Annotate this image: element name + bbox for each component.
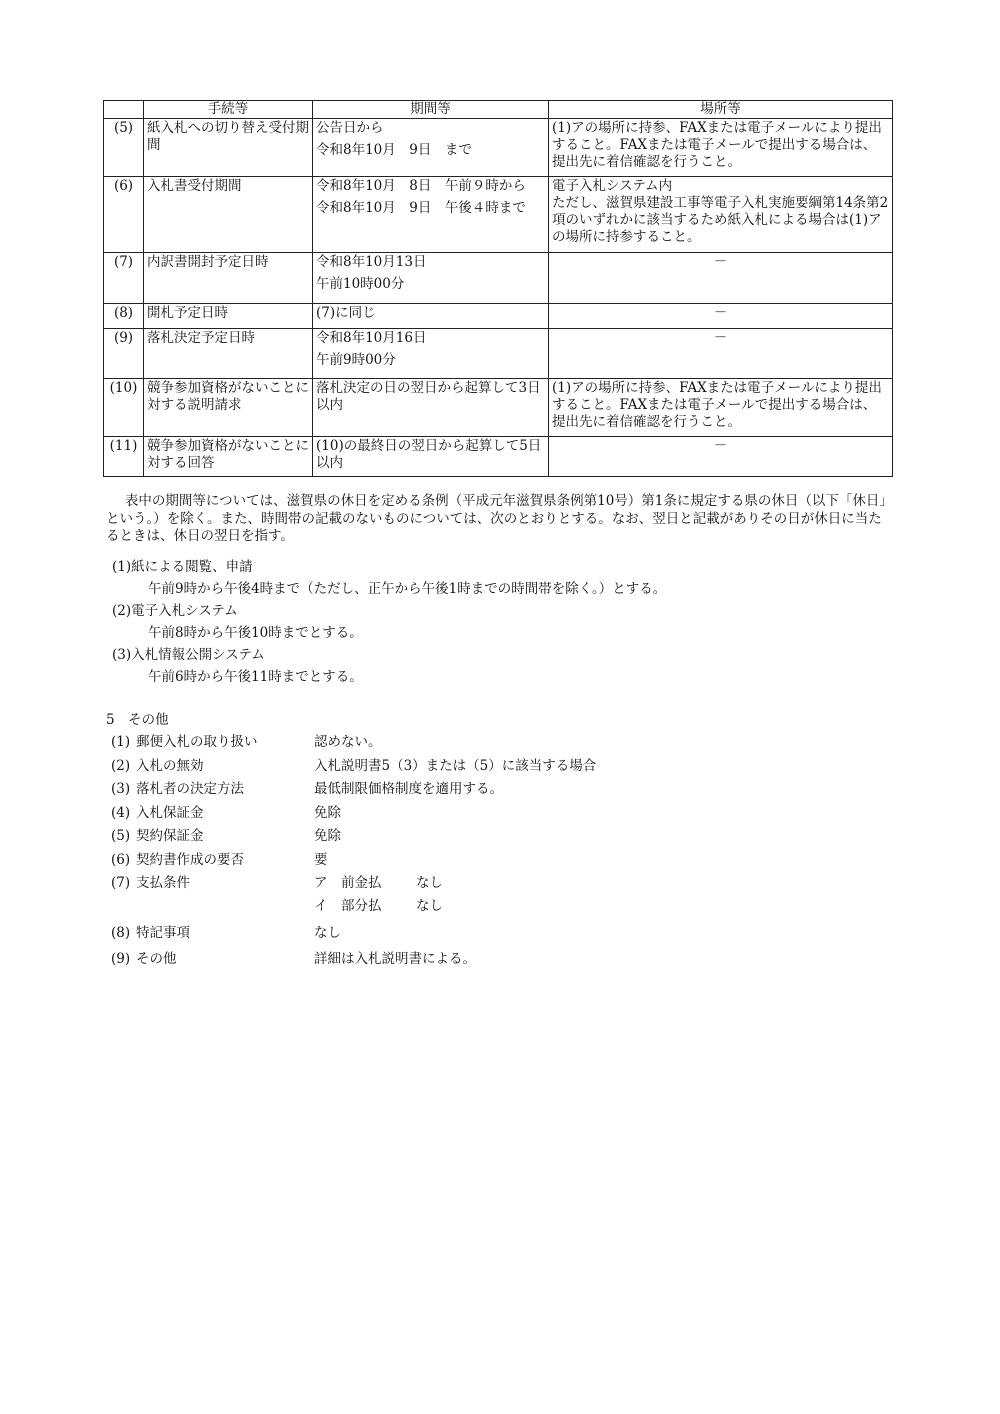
item-number: (5) (111, 828, 131, 844)
item-number: (7) (111, 875, 131, 891)
header-num (104, 101, 144, 119)
row-number: (9) (104, 329, 144, 379)
list-item (106, 872, 443, 896)
table-row (104, 329, 893, 379)
schedule-table (103, 100, 893, 477)
row-number: (10) (104, 379, 144, 437)
row-period: (10)の最終日の翌日から起算して5日以内 (313, 437, 549, 477)
table-row (104, 253, 893, 304)
list-item (106, 849, 328, 873)
table-row (104, 379, 893, 437)
row-place: (1)アの場所に持参、FAXまたは電子メールにより提出すること。FAXまたは電子メールで提出する場合は、提出先に着信確認を行うこと。 (549, 379, 893, 437)
item-value: 免除 (314, 828, 341, 844)
hours-detail: 午前9時から午後4時まで（ただし、正午から午後1時までの時間帯を除く。）とする。 (148, 581, 667, 597)
hours-heading: (3)入札情報公開システム (112, 647, 265, 663)
list-item (106, 778, 503, 802)
row-procedure: 落札決定予定日時 (144, 329, 313, 379)
row-place (549, 177, 893, 253)
item-label: 契約保証金 (136, 828, 204, 844)
item-subvalue: なし (416, 875, 443, 891)
header-procedure: 手続等 (144, 101, 313, 119)
row-place: － (549, 437, 893, 477)
period-line: 午前9時00分 (316, 352, 396, 368)
row-period: 落札決定の日の翌日から起算して3日以内 (313, 379, 549, 437)
row-number: (8) (104, 304, 144, 329)
hours-heading: (1)紙による閲覧、申請 (112, 559, 253, 575)
item-value: 入札説明書5（3）または（5）に該当する場合 (314, 757, 597, 774)
hours-detail: 午前8時から午後10時までとする。 (148, 625, 363, 641)
item-label: 落札者の決定方法 (136, 781, 244, 797)
list-item (106, 896, 443, 922)
table-row (104, 437, 893, 477)
list-item (106, 802, 341, 826)
section-other (106, 709, 597, 971)
table-note (106, 493, 891, 546)
row-period (313, 253, 549, 304)
row-number: (11) (104, 437, 144, 477)
row-number: (7) (104, 253, 144, 304)
hours-heading: (2)電子入札システム (112, 603, 238, 619)
row-procedure: 競争参加資格がないことに対する回答 (144, 437, 313, 477)
service-hours-list (112, 556, 666, 688)
item-number: (1) (111, 734, 131, 750)
item-number: (2) (111, 757, 131, 774)
item-number: (6) (111, 851, 131, 868)
row-number: (6) (104, 177, 144, 253)
item-value: なし (314, 924, 341, 941)
table-header-row (104, 101, 893, 119)
item-label: 特記事項 (136, 924, 190, 941)
table-row (104, 304, 893, 329)
row-procedure: 開札予定日時 (144, 304, 313, 329)
list-item (106, 731, 382, 755)
period-line: 令和8年10月 9日 まで (316, 142, 472, 158)
item-value: ア 前金払 (314, 875, 382, 891)
item-label: 入札保証金 (136, 804, 204, 821)
row-procedure: 入札書受付期間 (144, 177, 313, 253)
table-row (104, 119, 893, 177)
row-procedure: 競争参加資格がないことに対する説明請求 (144, 379, 313, 437)
list-item (106, 755, 597, 779)
item-label: 入札の無効 (136, 757, 204, 774)
list-item (106, 922, 341, 948)
item-number: (4) (111, 804, 131, 821)
place-line: ただし、滋賀県建設工事等電子入札実施要綱第14条第2項のいずれかに該当するため紙入札による場合は(1)アの場所に持参すること。 (552, 195, 889, 245)
item-subvalue: なし (416, 897, 443, 914)
row-place: (1)アの場所に持参、FAXまたは電子メールにより提出すること。FAXまたは電子メールで提出する場合は、提出先に着信確認を行うこと。 (549, 119, 893, 177)
item-label: 郵便入札の取り扱い (136, 734, 258, 750)
period-line: 午前10時00分 (316, 276, 405, 292)
period-line: 令和8年10月16日 (316, 330, 427, 346)
period-line: 令和8年10月13日 (316, 254, 427, 270)
hours-detail: 午前6時から午後11時までとする。 (148, 669, 363, 685)
item-value: 最低制限価格制度を適用する。 (314, 781, 503, 797)
item-number: (8) (111, 924, 131, 941)
item-number: (9) (111, 950, 131, 967)
section-title: 5 その他 (106, 712, 169, 728)
item-value: 要 (314, 851, 328, 868)
table-row (104, 177, 893, 253)
period-line: 令和8年10月 9日 午後４時まで (316, 200, 526, 216)
place-line: 電子入札システム内 (552, 178, 673, 194)
item-value: イ 部分払 (314, 897, 382, 914)
note-paragraph: 表中の期間等については、滋賀県の休日を定める条例（平成元年滋賀県条例第10号）第1条に規定する県の休日（以下「休日」という。）を除く。また、時間帯の記載のないものについては、次のとおりとする。なお、翌日と記載がありその日が休日に当たるときは、休日の翌日を指す。 (106, 493, 887, 544)
item-label: その他 (136, 950, 177, 967)
row-place: － (549, 329, 893, 379)
period-line: 令和8年10月 8日 午前９時から (316, 178, 526, 194)
item-label: 契約書作成の要否 (136, 851, 244, 868)
row-procedure: 内訳書開封予定日時 (144, 253, 313, 304)
item-label: 支払条件 (136, 875, 190, 891)
row-place: － (549, 304, 893, 329)
item-value: 認めない。 (314, 734, 382, 750)
row-period: (7)に同じ (313, 304, 549, 329)
row-number: (5) (104, 119, 144, 177)
header-place: 場所等 (549, 101, 893, 119)
item-value: 詳細は入札説明書による。 (314, 950, 476, 967)
row-period (313, 177, 549, 253)
list-item (106, 825, 341, 849)
row-period (313, 119, 549, 177)
list-item (106, 948, 476, 972)
header-period: 期間等 (313, 101, 549, 119)
row-procedure: 紙入札への切り替え受付期間 (144, 119, 313, 177)
period-line: 公告日から (316, 120, 384, 136)
item-number: (3) (111, 781, 131, 797)
row-place: － (549, 253, 893, 304)
row-period (313, 329, 549, 379)
item-value: 免除 (314, 804, 341, 821)
